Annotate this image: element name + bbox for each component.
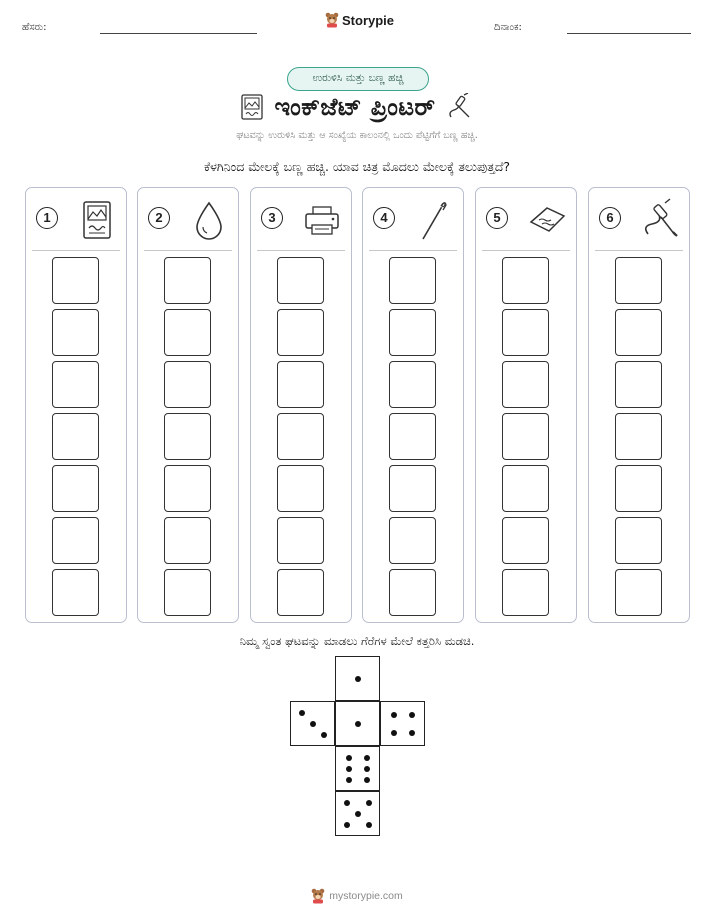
pip: [391, 712, 397, 718]
color-column-3: [250, 187, 352, 623]
activity-tag: ಉರುಳಿಸಿ ಮತ್ತು ಬಣ್ಣ ಹಚ್ಚಿ: [287, 67, 429, 91]
pip: [364, 766, 370, 772]
color-box[interactable]: [389, 465, 436, 512]
color-box-stack: [277, 257, 324, 621]
column-number-badge: 5: [486, 207, 508, 229]
color-box[interactable]: [164, 517, 211, 564]
color-column-5: [475, 187, 577, 623]
color-box[interactable]: [389, 257, 436, 304]
color-box[interactable]: [277, 569, 324, 616]
column-divider: [144, 250, 232, 251]
color-box[interactable]: [502, 413, 549, 460]
pip: [364, 755, 370, 761]
dice-face-three[interactable]: [290, 701, 335, 746]
column-header: [589, 188, 689, 250]
color-box[interactable]: [52, 309, 99, 356]
column-number-badge: 3: [261, 207, 283, 229]
cable-plug-icon: [640, 198, 680, 242]
color-box[interactable]: [389, 309, 436, 356]
color-box[interactable]: [615, 465, 662, 512]
color-box[interactable]: [502, 465, 549, 512]
color-box[interactable]: [615, 361, 662, 408]
pip: [391, 730, 397, 736]
date-label: ದಿನಾಂಕ:: [494, 22, 522, 33]
column-divider: [595, 250, 683, 251]
color-box[interactable]: [164, 569, 211, 616]
color-box[interactable]: [615, 517, 662, 564]
pip: [344, 800, 350, 806]
name-line[interactable]: [100, 33, 257, 34]
pip: [364, 777, 370, 783]
color-box[interactable]: [52, 517, 99, 564]
paper-sheet-icon: [527, 198, 567, 242]
column-header: [476, 188, 576, 250]
color-box[interactable]: [615, 309, 662, 356]
pip: [344, 822, 350, 828]
color-box[interactable]: [277, 413, 324, 460]
color-box[interactable]: [52, 257, 99, 304]
column-divider: [369, 250, 457, 251]
color-box-stack: [502, 257, 549, 621]
color-box[interactable]: [502, 569, 549, 616]
footer-site[interactable]: mystorypie.com: [329, 890, 403, 902]
pip: [346, 777, 352, 783]
pip: [321, 732, 327, 738]
color-box[interactable]: [615, 413, 662, 460]
pip: [366, 822, 372, 828]
bear-mascot-icon: [311, 888, 325, 904]
brand-name: Storypie: [342, 12, 395, 28]
pip: [346, 766, 352, 772]
color-box[interactable]: [164, 361, 211, 408]
dice-face-six[interactable]: [335, 746, 380, 791]
color-box[interactable]: [502, 517, 549, 564]
color-box[interactable]: [615, 257, 662, 304]
question: ಕೆಳಗಿನಿಂದ ಮೇಲಕ್ಕೆ ಬಣ್ಣ ಹಚ್ಚಿ. ಯಾವ ಚಿತ್ರ ಮೊದಲು ಮೇಲಕ್ಕೆ ತಲುಪುತ್ತದೆ?: [203, 159, 511, 174]
column-divider: [32, 250, 120, 251]
color-box[interactable]: [52, 413, 99, 460]
color-box[interactable]: [502, 309, 549, 356]
printed-paper-icon: [241, 94, 263, 120]
column-divider: [482, 250, 570, 251]
column-number-badge: 1: [36, 207, 58, 229]
color-box[interactable]: [615, 569, 662, 616]
subtitle: ಘಟವನ್ನು ಉರುಳಿಸಿ ಮತ್ತು ಆ ಸಂಖ್ಯೆಯ ಕಾಲಂನಲ್ಲಿ ಒಂದು ಪೆಟ್ಟಿಗೆಗೆ ಬಣ್ಣ ಹಚ್ಚಿ.: [236, 130, 478, 141]
pip: [355, 676, 361, 682]
color-box[interactable]: [52, 465, 99, 512]
color-box[interactable]: [277, 517, 324, 564]
nozzle-needle-icon: [414, 198, 454, 242]
column-number-badge: 2: [148, 207, 170, 229]
page-title: ಇಂಕ್‌ಜೆಟ್ ಪ್ರಿಂಟರ್: [274, 93, 436, 121]
column-header: [138, 188, 238, 250]
color-box-stack: [164, 257, 211, 621]
column-number-badge: 6: [599, 207, 621, 229]
column-divider: [257, 250, 345, 251]
ink-drop-icon: [189, 198, 229, 242]
column-number-badge: 4: [373, 207, 395, 229]
date-line[interactable]: [567, 33, 691, 34]
color-box[interactable]: [277, 309, 324, 356]
color-box[interactable]: [277, 361, 324, 408]
color-box[interactable]: [52, 361, 99, 408]
column-header: [363, 188, 463, 250]
pip: [355, 721, 361, 727]
dice-net: [290, 656, 425, 836]
color-box[interactable]: [164, 257, 211, 304]
dice-face-four[interactable]: [380, 701, 425, 746]
color-column-2: [137, 187, 239, 623]
color-box[interactable]: [164, 309, 211, 356]
bear-mascot-icon: [325, 12, 339, 28]
printer-icon: [302, 198, 342, 242]
printed-paper-icon: [77, 198, 117, 242]
pip: [299, 710, 305, 716]
color-box-stack: [52, 257, 99, 621]
color-box[interactable]: [277, 465, 324, 512]
pip: [409, 730, 415, 736]
color-box[interactable]: [389, 413, 436, 460]
color-box-stack: [615, 257, 662, 621]
pip: [355, 811, 361, 817]
color-box[interactable]: [502, 361, 549, 408]
color-box[interactable]: [164, 465, 211, 512]
pip: [346, 755, 352, 761]
column-header: [251, 188, 351, 250]
footer: [0, 888, 714, 904]
cable-plug-icon: [447, 93, 473, 121]
dice-instruction: ನಿಮ್ಮ ಸ್ವಂತ ಘಟವನ್ನು ಮಾಡಲು ಗೆರೆಗಳ ಮೇಲೆ ಕತ್ತರಿಸಿ ಮಡಚಿ.: [239, 634, 475, 648]
dice-face-one[interactable]: [335, 656, 380, 701]
brand-logo: [325, 12, 394, 28]
color-box[interactable]: [389, 517, 436, 564]
color-box[interactable]: [277, 257, 324, 304]
dice-face-five[interactable]: [335, 791, 380, 836]
pip: [409, 712, 415, 718]
color-box[interactable]: [164, 413, 211, 460]
color-column-1: [25, 187, 127, 623]
pip: [366, 800, 372, 806]
color-box[interactable]: [52, 569, 99, 616]
color-box-stack: [389, 257, 436, 621]
title-row: [0, 93, 714, 121]
color-box[interactable]: [389, 569, 436, 616]
color-box[interactable]: [389, 361, 436, 408]
color-box[interactable]: [502, 257, 549, 304]
dice-face-one-center[interactable]: [335, 701, 380, 746]
color-column-6: [588, 187, 690, 623]
pip: [310, 721, 316, 727]
column-header: [26, 188, 126, 250]
name-label: ಹೆಸರು:: [22, 22, 47, 33]
color-column-4: [362, 187, 464, 623]
